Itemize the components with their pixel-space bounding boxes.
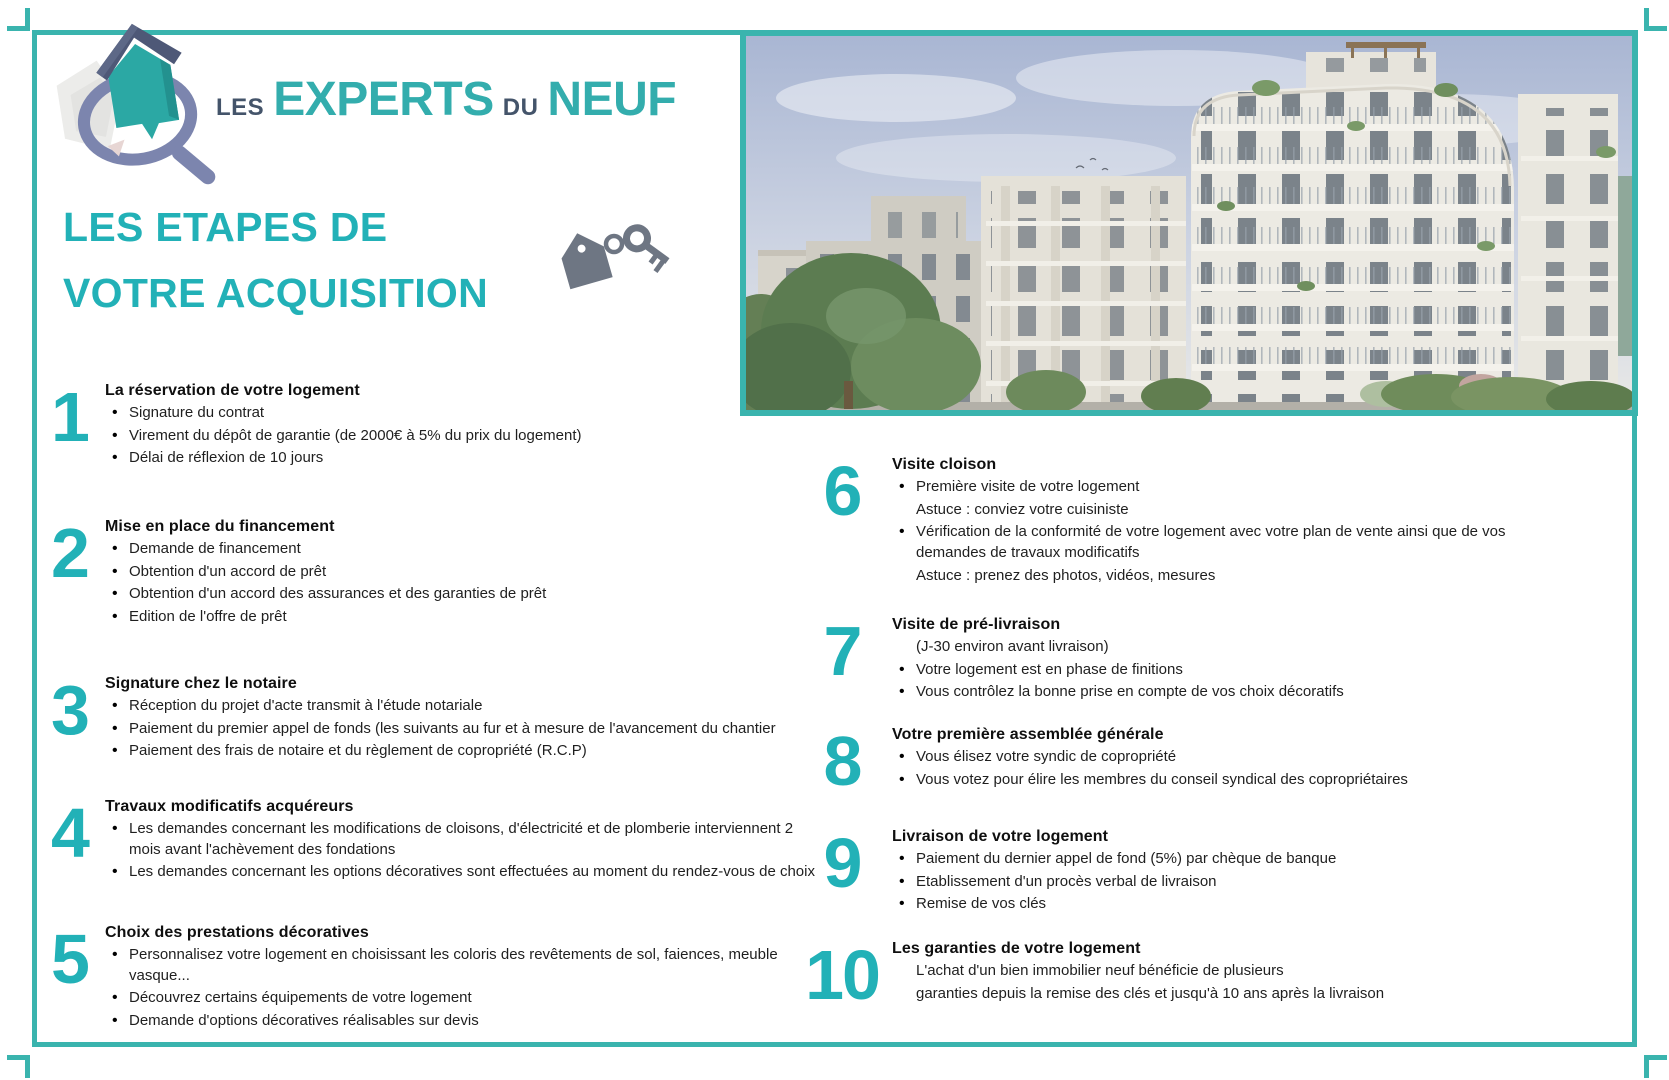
step-number: 8 — [823, 722, 861, 800]
step-title: Visite de pré-livraison — [892, 616, 1061, 633]
brand-neuf: NEUF — [547, 73, 677, 126]
step-bullet: • Demande d'options décoratives réalisables sur devis — [105, 1011, 825, 1032]
step-item — [42, 514, 825, 628]
brand-experts: EXPERTS — [273, 73, 494, 126]
step-body — [892, 828, 1510, 915]
step-number: 7 — [823, 612, 861, 690]
step-note: Astuce : conviez votre cuisiniste — [916, 500, 1129, 518]
step-bullet: • Etablissement d'un procès verbal de livraison — [892, 872, 1510, 893]
step-title: Les garanties de votre logement — [892, 940, 1141, 957]
step-bullet: • Remise de vos clés — [892, 894, 1510, 915]
corner-mark-bottom-left — [7, 1055, 30, 1078]
step-number: 6 — [823, 452, 861, 530]
steps-column-left — [42, 0, 832, 1080]
step-item — [42, 671, 825, 762]
step-bullet: • Les demandes concernant les modifications de cloisons, d'électricité et de plomberie interviennent 2 mois avant l'achèvement des fondations — [105, 819, 825, 860]
brand-les: LES — [216, 94, 265, 121]
step-body — [105, 798, 825, 883]
corner-mark-bottom-right — [1644, 1055, 1667, 1078]
step-number: 3 — [51, 671, 88, 749]
step-bullets — [105, 945, 825, 1032]
step-title: La réservation de votre logement — [105, 382, 360, 399]
step-item — [42, 378, 825, 469]
step-title: Votre première assemblée générale — [892, 726, 1164, 743]
step-bullet: • Première visite de votre logement — [892, 477, 1510, 498]
step-number: 9 — [823, 824, 861, 902]
step-number: 5 — [51, 920, 88, 998]
step-bullet: • Délai de réflexion de 10 jours — [105, 448, 825, 469]
step-item — [800, 452, 1510, 586]
step-body — [892, 726, 1510, 790]
step-bullets — [105, 696, 825, 762]
steps-column-right — [800, 0, 1540, 1080]
step-item — [800, 824, 1510, 915]
page-title-line2: VOTRE ACQUISITION — [63, 270, 488, 316]
step-bullets — [105, 403, 825, 469]
step-title: Travaux modificatifs acquéreurs — [105, 798, 354, 815]
step-bullet: • Vérification de la conformité de votre logement avec votre plan de vente ainsi que de vos demandes de travaux modificatifs — [892, 522, 1510, 563]
step-item — [42, 920, 825, 1032]
step-number: 1 — [51, 378, 88, 456]
step-body — [892, 940, 1510, 1004]
step-body — [892, 616, 1510, 703]
step-bullet: • Paiement des frais de notaire et du règlement de copropriété (R.C.P) — [105, 741, 825, 762]
step-body — [105, 382, 825, 469]
step-note: (J-30 environ avant livraison) — [916, 638, 1109, 655]
step-bullets — [892, 961, 1510, 1004]
step-number: 2 — [51, 514, 88, 592]
step-bullets — [105, 819, 825, 883]
step-bullet: • Paiement du premier appel de fonds (les suivants au fur et à mesure de l'avancement du chantier — [105, 719, 825, 740]
step-body — [105, 675, 825, 762]
step-bullet: • Vous contrôlez la bonne prise en compte de vos choix décoratifs — [892, 682, 1510, 703]
step-bullet: • Vous élisez votre syndic de copropriété — [892, 747, 1510, 768]
step-bullet: • Obtention d'un accord de prêt — [105, 562, 825, 583]
brand-du: DU — [502, 94, 539, 121]
step-bullet: • Virement du dépôt de garantie (de 2000€ à 5% du prix du logement) — [105, 426, 825, 447]
step-bullet: • Obtention d'un accord des assurances et des garanties de prêt — [105, 584, 825, 605]
step-number: 10 — [805, 936, 879, 1014]
step-item — [42, 794, 825, 883]
step-body — [105, 924, 825, 1032]
step-item — [800, 936, 1510, 1014]
step-body — [105, 518, 825, 628]
step-bullet: • Vous votez pour élire les membres du conseil syndical des copropriétaires — [892, 770, 1510, 791]
step-title: Signature chez le notaire — [105, 675, 297, 692]
step-bullets — [892, 747, 1510, 790]
step-bullet: • Les demandes concernant les options décoratives sont effectuées au moment du rendez-vous de choix — [105, 862, 825, 883]
page-title-line1: LES ETAPES DE — [63, 204, 388, 250]
corner-mark-top-right — [1644, 8, 1667, 31]
step-bullet: • Demande de financement — [105, 539, 825, 560]
step-title: Mise en place du financement — [105, 518, 335, 535]
step-body — [892, 456, 1510, 586]
step-note: garanties depuis la remise des clés et jusqu'à 10 ans après la livraison — [916, 984, 1385, 1002]
step-bullet: • Edition de l'offre de prêt — [105, 607, 825, 628]
step-title: Visite cloison — [892, 456, 997, 473]
step-bullets — [105, 539, 825, 628]
step-bullet: • Signature du contrat — [105, 403, 825, 424]
step-number: 4 — [51, 794, 88, 872]
step-item — [800, 612, 1510, 703]
corner-mark-top-left — [7, 8, 30, 31]
step-item — [800, 722, 1510, 800]
step-bullets — [892, 477, 1510, 586]
step-bullets — [892, 849, 1510, 915]
step-bullet: • Réception du projet d'acte transmit à l'étude notariale — [105, 696, 825, 717]
step-note: L'achat d'un bien immobilier neuf bénéficie de plusieurs — [916, 962, 1284, 979]
step-title: Choix des prestations décoratives — [105, 924, 369, 941]
step-bullet: • Paiement du dernier appel de fond (5%) par chèque de banque — [892, 849, 1510, 870]
step-note: Astuce : prenez des photos, vidéos, mesures — [916, 566, 1216, 584]
step-title: Livraison de votre logement — [892, 828, 1109, 845]
step-bullet: • Découvrez certains équipements de votre logement — [105, 988, 825, 1009]
step-bullets — [892, 637, 1510, 703]
step-bullet: • Personnalisez votre logement en choisissant les coloris des revêtements de sol, faiences, meuble vasque... — [105, 945, 825, 986]
step-bullet: • Votre logement est en phase de finitions — [892, 660, 1510, 681]
